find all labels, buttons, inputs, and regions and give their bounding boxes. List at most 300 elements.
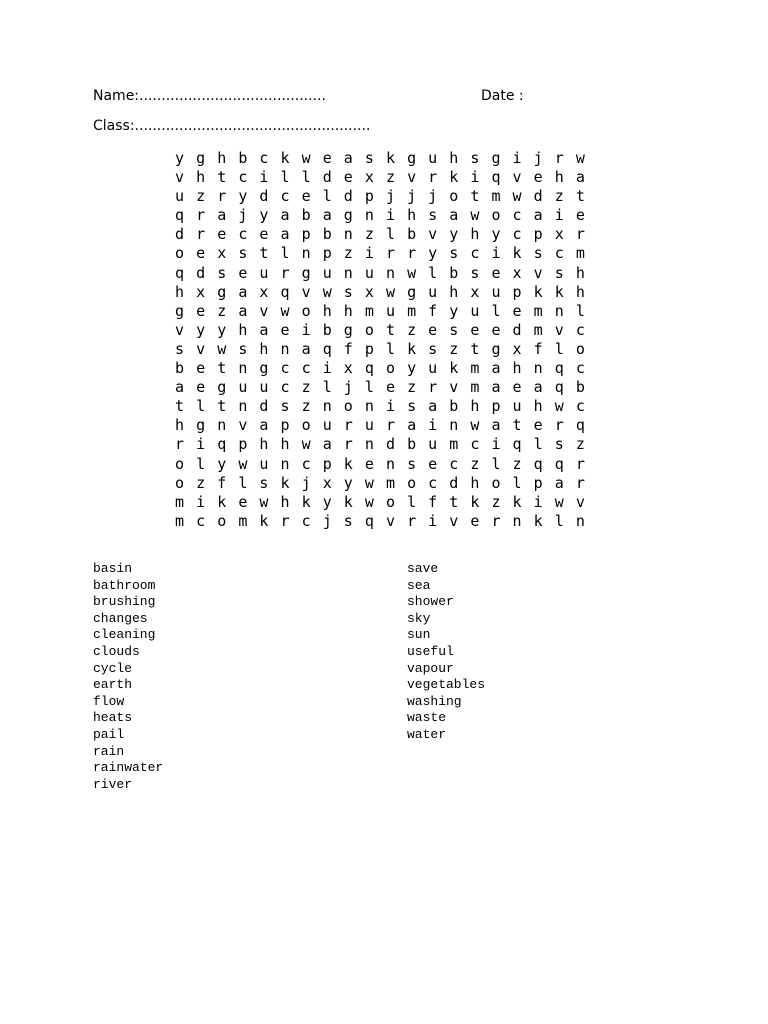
grid-letter: p bbox=[364, 339, 374, 358]
grid-letter: g bbox=[217, 282, 227, 301]
grid-letter: t bbox=[385, 320, 395, 339]
grid-letter: e bbox=[533, 416, 543, 435]
grid-letter: x bbox=[364, 168, 374, 187]
grid-letter: f bbox=[217, 473, 227, 492]
grid-letter: o bbox=[407, 473, 417, 492]
grid-letter: k bbox=[533, 282, 543, 301]
grid-letter: i bbox=[196, 435, 206, 454]
grid-letter: r bbox=[575, 454, 585, 473]
class-field-label: Class:..................................................... bbox=[93, 118, 371, 134]
grid-letter: z bbox=[491, 492, 501, 511]
grid-letter: a bbox=[491, 359, 501, 378]
word-list-item: heats bbox=[93, 710, 133, 726]
grid-letter: u bbox=[322, 263, 332, 282]
grid-letter: l bbox=[385, 225, 395, 244]
grid-letter: t bbox=[217, 397, 227, 416]
grid-letter: s bbox=[238, 244, 248, 263]
grid-letter: e bbox=[512, 301, 522, 320]
grid-letter: j bbox=[533, 149, 543, 167]
grid-row bbox=[169, 283, 591, 302]
grid-letter: r bbox=[491, 511, 501, 530]
grid-letter: r bbox=[217, 187, 227, 206]
grid-letter: q bbox=[175, 206, 185, 225]
grid-letter: w bbox=[238, 454, 248, 473]
grid-letter: l bbox=[238, 473, 248, 492]
grid-letter: y bbox=[491, 225, 501, 244]
grid-letter: w bbox=[470, 206, 480, 225]
grid-letter: k bbox=[533, 511, 543, 530]
grid-letter: h bbox=[575, 282, 585, 301]
grid-letter: y bbox=[428, 244, 438, 263]
grid-letter: w bbox=[554, 397, 564, 416]
grid-letter: g bbox=[491, 339, 501, 358]
word-list-item: earth bbox=[93, 677, 133, 693]
grid-letter: h bbox=[175, 282, 185, 301]
grid-letter: e bbox=[512, 378, 522, 397]
grid-letter: k bbox=[470, 492, 480, 511]
grid-letter: l bbox=[196, 397, 206, 416]
grid-letter: e bbox=[301, 187, 311, 206]
grid-row bbox=[169, 321, 591, 340]
grid-letter: v bbox=[238, 416, 248, 435]
grid-letter: c bbox=[238, 168, 248, 187]
word-list-item: sun bbox=[407, 627, 431, 643]
grid-letter: u bbox=[470, 301, 480, 320]
grid-letter: l bbox=[533, 435, 543, 454]
word-list-item: rain bbox=[93, 743, 125, 759]
grid-letter: y bbox=[259, 206, 269, 225]
grid-letter: c bbox=[512, 206, 522, 225]
grid-letter: x bbox=[512, 339, 522, 358]
grid-letter: n bbox=[364, 206, 374, 225]
word-list-item: useful bbox=[407, 643, 454, 659]
grid-letter: m bbox=[575, 244, 585, 263]
grid-letter: v bbox=[512, 168, 522, 187]
word-list-item: changes bbox=[93, 610, 148, 626]
grid-letter: m bbox=[533, 301, 543, 320]
grid-letter: c bbox=[428, 473, 438, 492]
grid-letter: n bbox=[280, 339, 290, 358]
grid-letter: l bbox=[322, 187, 332, 206]
grid-letter: a bbox=[575, 168, 585, 187]
grid-letter: r bbox=[280, 511, 290, 530]
grid-letter: k bbox=[449, 359, 459, 378]
grid-row bbox=[169, 474, 591, 493]
grid-letter: k bbox=[343, 454, 353, 473]
grid-letter: i bbox=[364, 244, 374, 263]
grid-letter: c bbox=[512, 225, 522, 244]
grid-letter: a bbox=[343, 149, 353, 167]
grid-row bbox=[169, 340, 591, 359]
grid-letter: y bbox=[407, 359, 417, 378]
grid-letter: t bbox=[512, 416, 522, 435]
grid-letter: h bbox=[238, 320, 248, 339]
grid-letter: p bbox=[322, 454, 332, 473]
grid-letter: e bbox=[575, 206, 585, 225]
word-list-item: flow bbox=[93, 693, 125, 709]
grid-letter: h bbox=[343, 301, 353, 320]
grid-letter: s bbox=[175, 339, 185, 358]
grid-letter: q bbox=[491, 168, 501, 187]
grid-letter: z bbox=[196, 187, 206, 206]
grid-letter: k bbox=[512, 492, 522, 511]
grid-letter: z bbox=[301, 378, 311, 397]
grid-letter: d bbox=[175, 225, 185, 244]
grid-letter: s bbox=[217, 263, 227, 282]
grid-letter: e bbox=[491, 263, 501, 282]
grid-letter: u bbox=[512, 397, 522, 416]
grid-letter: w bbox=[364, 492, 374, 511]
grid-letter: e bbox=[322, 149, 332, 167]
word-list-item: shower bbox=[407, 594, 454, 610]
grid-letter: z bbox=[575, 435, 585, 454]
grid-letter: l bbox=[554, 511, 564, 530]
grid-letter: e bbox=[238, 492, 248, 511]
grid-letter: e bbox=[259, 225, 269, 244]
grid-letter: z bbox=[217, 301, 227, 320]
grid-letter: n bbox=[343, 263, 353, 282]
word-list-item: bathroom bbox=[93, 577, 156, 593]
word-list-item: pail bbox=[93, 726, 125, 742]
grid-letter: m bbox=[175, 511, 185, 530]
grid-letter: o bbox=[575, 339, 585, 358]
grid-letter: m bbox=[175, 492, 185, 511]
grid-letter: i bbox=[385, 397, 395, 416]
grid-letter: h bbox=[449, 149, 459, 167]
grid-letter: i bbox=[554, 206, 564, 225]
grid-letter: v bbox=[533, 263, 543, 282]
grid-letter: x bbox=[196, 282, 206, 301]
grid-letter: u bbox=[259, 378, 269, 397]
grid-letter: x bbox=[259, 282, 269, 301]
grid-letter: k bbox=[343, 492, 353, 511]
grid-letter: s bbox=[238, 339, 248, 358]
grid-letter: a bbox=[533, 378, 543, 397]
grid-letter: o bbox=[385, 359, 395, 378]
grid-letter: o bbox=[491, 206, 501, 225]
grid-letter: e bbox=[533, 168, 543, 187]
grid-letter: a bbox=[301, 339, 311, 358]
grid-letter: a bbox=[554, 473, 564, 492]
grid-letter: k bbox=[554, 282, 564, 301]
grid-letter: d bbox=[259, 187, 269, 206]
grid-letter: v bbox=[385, 511, 395, 530]
grid-letter: q bbox=[280, 282, 290, 301]
grid-letter: t bbox=[175, 397, 185, 416]
grid-letter: m bbox=[385, 473, 395, 492]
grid-letter: y bbox=[343, 473, 353, 492]
grid-letter: n bbox=[280, 454, 290, 473]
grid-letter: w bbox=[575, 149, 585, 167]
grid-letter: d bbox=[259, 397, 269, 416]
grid-letter: z bbox=[364, 225, 374, 244]
grid-letter: c bbox=[554, 244, 564, 263]
grid-letter: c bbox=[238, 225, 248, 244]
grid-letter: p bbox=[364, 187, 374, 206]
grid-letter: y bbox=[196, 320, 206, 339]
grid-letter: w bbox=[385, 282, 395, 301]
grid-letter: e bbox=[470, 320, 480, 339]
grid-row bbox=[169, 416, 591, 435]
grid-row bbox=[169, 149, 591, 168]
grid-letter: c bbox=[575, 397, 585, 416]
word-list-item: brushing bbox=[93, 594, 156, 610]
grid-letter: y bbox=[449, 225, 459, 244]
grid-letter: m bbox=[407, 301, 417, 320]
grid-row bbox=[169, 168, 591, 187]
grid-letter: g bbox=[343, 206, 353, 225]
grid-letter: v bbox=[449, 378, 459, 397]
grid-letter: z bbox=[385, 168, 395, 187]
grid-letter: m bbox=[533, 320, 543, 339]
grid-letter: a bbox=[280, 225, 290, 244]
grid-letter: t bbox=[470, 339, 480, 358]
grid-letter: i bbox=[196, 492, 206, 511]
grid-letter: p bbox=[280, 416, 290, 435]
grid-letter: l bbox=[407, 492, 417, 511]
grid-letter: l bbox=[322, 378, 332, 397]
grid-letter: g bbox=[196, 416, 206, 435]
grid-letter: n bbox=[575, 511, 585, 530]
grid-letter: u bbox=[428, 359, 438, 378]
grid-letter: t bbox=[217, 168, 227, 187]
word-list-item: save bbox=[407, 561, 439, 576]
grid-letter: h bbox=[449, 282, 459, 301]
grid-letter: a bbox=[238, 301, 248, 320]
grid-letter: l bbox=[575, 301, 585, 320]
grid-letter: d bbox=[512, 320, 522, 339]
grid-letter: s bbox=[533, 244, 543, 263]
grid-letter: w bbox=[364, 473, 374, 492]
grid-letter: n bbox=[301, 244, 311, 263]
grid-letter: f bbox=[428, 492, 438, 511]
grid-letter: h bbox=[175, 416, 185, 435]
grid-letter: s bbox=[428, 206, 438, 225]
grid-letter: g bbox=[343, 320, 353, 339]
word-list-right bbox=[407, 561, 485, 744]
grid-row bbox=[169, 264, 591, 283]
grid-letter: m bbox=[364, 301, 374, 320]
grid-letter: l bbox=[491, 454, 501, 473]
grid-row bbox=[169, 435, 591, 454]
grid-letter: h bbox=[259, 435, 269, 454]
grid-letter: d bbox=[385, 435, 395, 454]
grid-letter: c bbox=[575, 359, 585, 378]
grid-letter: g bbox=[196, 149, 206, 167]
grid-letter: m bbox=[470, 359, 480, 378]
grid-letter: s bbox=[470, 263, 480, 282]
grid-letter: g bbox=[407, 149, 417, 167]
grid-letter: l bbox=[280, 168, 290, 187]
grid-row bbox=[169, 187, 591, 206]
grid-letter: r bbox=[343, 435, 353, 454]
grid-letter: e bbox=[385, 378, 395, 397]
word-search-grid bbox=[169, 149, 591, 531]
grid-letter: r bbox=[385, 416, 395, 435]
grid-letter: v bbox=[301, 282, 311, 301]
grid-letter: z bbox=[512, 454, 522, 473]
word-list-item: water bbox=[407, 726, 447, 742]
grid-letter: t bbox=[449, 492, 459, 511]
word-list-item: basin bbox=[93, 561, 133, 576]
grid-letter: c bbox=[470, 244, 480, 263]
grid-letter: i bbox=[491, 244, 501, 263]
grid-letter: q bbox=[554, 359, 564, 378]
grid-letter: l bbox=[554, 339, 564, 358]
grid-letter: r bbox=[407, 244, 417, 263]
grid-letter: h bbox=[512, 359, 522, 378]
grid-letter: a bbox=[491, 416, 501, 435]
grid-letter: v bbox=[175, 320, 185, 339]
grid-letter: v bbox=[428, 225, 438, 244]
grid-letter: i bbox=[428, 416, 438, 435]
grid-letter: a bbox=[322, 435, 332, 454]
grid-letter: z bbox=[407, 378, 417, 397]
grid-letter: e bbox=[428, 454, 438, 473]
grid-letter: q bbox=[575, 416, 585, 435]
grid-letter: p bbox=[533, 473, 543, 492]
grid-letter: q bbox=[533, 454, 543, 473]
grid-letter: c bbox=[449, 454, 459, 473]
grid-letter: x bbox=[343, 359, 353, 378]
grid-letter: r bbox=[428, 378, 438, 397]
grid-letter: r bbox=[554, 149, 564, 167]
grid-letter: h bbox=[196, 168, 206, 187]
grid-row bbox=[169, 302, 591, 321]
grid-letter: b bbox=[449, 397, 459, 416]
grid-letter: k bbox=[385, 149, 395, 167]
grid-letter: k bbox=[449, 168, 459, 187]
grid-letter: r bbox=[343, 416, 353, 435]
grid-letter: a bbox=[322, 206, 332, 225]
grid-letter: w bbox=[554, 492, 564, 511]
grid-letter: a bbox=[217, 206, 227, 225]
grid-letter: n bbox=[385, 263, 395, 282]
grid-letter: x bbox=[512, 263, 522, 282]
grid-letter: e bbox=[343, 168, 353, 187]
grid-letter: l bbox=[512, 473, 522, 492]
grid-letter: l bbox=[364, 378, 374, 397]
grid-letter: d bbox=[343, 187, 353, 206]
grid-letter: g bbox=[259, 359, 269, 378]
word-list-item: vegetables bbox=[407, 677, 486, 693]
grid-letter: g bbox=[407, 282, 417, 301]
grid-letter: p bbox=[533, 225, 543, 244]
grid-letter: o bbox=[343, 397, 353, 416]
grid-letter: l bbox=[301, 168, 311, 187]
grid-letter: h bbox=[217, 149, 227, 167]
grid-letter: n bbox=[385, 454, 395, 473]
grid-letter: e bbox=[428, 320, 438, 339]
grid-letter: y bbox=[238, 187, 248, 206]
grid-letter: q bbox=[364, 511, 374, 530]
grid-letter: e bbox=[470, 511, 480, 530]
word-list-item: washing bbox=[407, 693, 462, 709]
grid-letter: r bbox=[280, 263, 290, 282]
grid-letter: w bbox=[301, 149, 311, 167]
grid-letter: u bbox=[259, 454, 269, 473]
grid-letter: a bbox=[259, 416, 269, 435]
grid-letter: v bbox=[175, 168, 185, 187]
grid-letter: c bbox=[280, 359, 290, 378]
grid-letter: r bbox=[385, 244, 395, 263]
grid-letter: x bbox=[217, 244, 227, 263]
grid-letter: h bbox=[280, 435, 290, 454]
word-list-item: rainwater bbox=[93, 760, 164, 776]
grid-letter: b bbox=[407, 435, 417, 454]
grid-letter: s bbox=[407, 454, 417, 473]
grid-letter: k bbox=[512, 244, 522, 263]
grid-letter: h bbox=[470, 473, 480, 492]
grid-row bbox=[169, 225, 591, 244]
grid-row bbox=[169, 359, 591, 378]
grid-letter: p bbox=[301, 225, 311, 244]
grid-letter: r bbox=[196, 225, 206, 244]
grid-letter: e bbox=[196, 359, 206, 378]
grid-letter: l bbox=[196, 454, 206, 473]
grid-letter: e bbox=[217, 225, 227, 244]
grid-letter: l bbox=[491, 301, 501, 320]
grid-letter: r bbox=[428, 168, 438, 187]
grid-letter: c bbox=[259, 149, 269, 167]
grid-letter: h bbox=[322, 301, 332, 320]
grid-letter: n bbox=[238, 397, 248, 416]
grid-letter: s bbox=[280, 397, 290, 416]
grid-letter: n bbox=[217, 416, 227, 435]
grid-letter: w bbox=[512, 187, 522, 206]
grid-letter: a bbox=[280, 206, 290, 225]
grid-letter: r bbox=[554, 416, 564, 435]
grid-letter: t bbox=[470, 187, 480, 206]
word-list-item: cycle bbox=[93, 660, 133, 676]
grid-letter: z bbox=[470, 454, 480, 473]
grid-letter: a bbox=[428, 397, 438, 416]
grid-letter: w bbox=[280, 301, 290, 320]
grid-letter: u bbox=[364, 263, 374, 282]
grid-letter: u bbox=[428, 149, 438, 167]
grid-letter: u bbox=[385, 301, 395, 320]
grid-letter: u bbox=[238, 378, 248, 397]
grid-letter: u bbox=[428, 435, 438, 454]
grid-letter: r bbox=[407, 511, 417, 530]
grid-letter: q bbox=[217, 435, 227, 454]
grid-letter: h bbox=[407, 206, 417, 225]
grid-letter: k bbox=[259, 511, 269, 530]
grid-letter: s bbox=[343, 511, 353, 530]
grid-letter: s bbox=[343, 282, 353, 301]
grid-letter: r bbox=[196, 206, 206, 225]
word-list-item: sky bbox=[407, 610, 431, 626]
grid-letter: o bbox=[175, 244, 185, 263]
grid-letter: r bbox=[175, 435, 185, 454]
grid-letter: t bbox=[259, 244, 269, 263]
grid-letter: j bbox=[343, 378, 353, 397]
grid-letter: m bbox=[238, 511, 248, 530]
grid-letter: s bbox=[449, 244, 459, 263]
grid-letter: c bbox=[301, 359, 311, 378]
grid-letter: o bbox=[364, 320, 374, 339]
grid-letter: f bbox=[428, 301, 438, 320]
grid-letter: y bbox=[217, 320, 227, 339]
grid-letter: p bbox=[322, 244, 332, 263]
grid-letter: o bbox=[175, 454, 185, 473]
grid-letter: m bbox=[449, 435, 459, 454]
grid-letter: z bbox=[407, 320, 417, 339]
grid-letter: c bbox=[280, 378, 290, 397]
grid-letter: k bbox=[407, 339, 417, 358]
word-list-left bbox=[93, 561, 163, 793]
date-field-label: Date : bbox=[481, 88, 524, 104]
